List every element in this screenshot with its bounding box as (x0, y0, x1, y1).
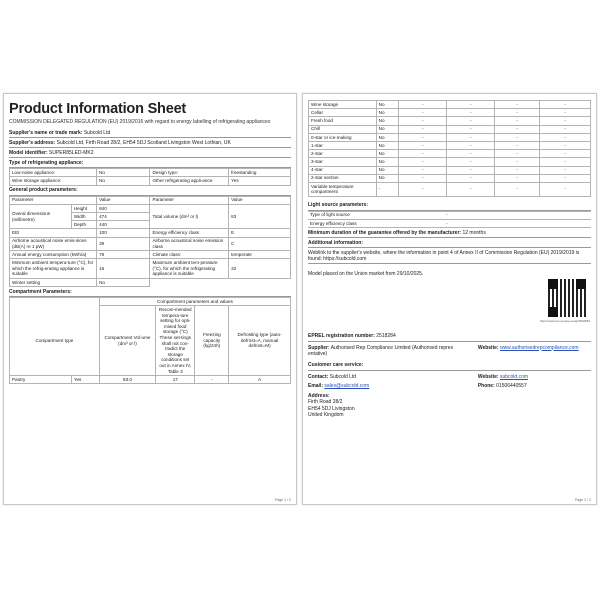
supplier-row: Supplier: Authorised Rep Compliance Limited (Authorised repres entative) Website: www.authorisedrepcompliance.com (308, 344, 579, 358)
qr-code-icon[interactable] (548, 279, 586, 317)
compartment-section-heading: Compartment Parameters: (9, 287, 291, 297)
additional-section-heading: Additional information: (308, 238, 591, 248)
table-row: 2-star No - - - - (309, 150, 591, 158)
table-row: Fresh food No - - - - (309, 117, 591, 125)
model-identifier-line: Model identifier: SUPER85LED-MK2 (9, 148, 291, 158)
table-row: Chill No - - - - (309, 125, 591, 133)
eprel-line: EPREL registration number: 2518284 (308, 332, 591, 342)
general-section-heading: General product parameters: (9, 186, 291, 196)
customer-section-heading: Customer care service: (308, 361, 591, 371)
email-link[interactable]: sales@subcold.com (324, 383, 370, 390)
address-block: Address: Firth Road 28/2 EH54 5DJ Livingston United Kingdom (308, 392, 355, 419)
guarantee-line: Minimum duration of the guarantee offered by the manufacturer: 12 months (308, 228, 591, 238)
supplier-address-line: Supplier's address: Subcold Ltd, Firth Road 28/2, EH54 5DJ Scotland Livingston West Lothian, UK (9, 138, 291, 148)
weblink-line: Weblink to the supplier's website, where the information in point 4 of Annex II of Commission Regulation (EU) 2019/2019 is found: https://subcold.com (308, 248, 591, 264)
appliance-type-table: Low-noise appliance: No Design type: freestanding Wine storage appliance: No Other refrigerating appli-ance: Yes (9, 168, 291, 185)
light-source-table: Type of light source - Energy efficiency class - (308, 211, 591, 228)
table-row: 3-star No - - - - (309, 158, 591, 166)
regulation-text: COMMISSION DELEGATED REGULATION (EU) 2019/2016 with regard to energy labelling of refrigerating appliances (9, 119, 271, 125)
table-row: 4-star No - - - - (309, 166, 591, 174)
table-row: Cellar No - - - - (309, 109, 591, 117)
page-2 (302, 93, 597, 505)
general-parameters-table: Parameter Value Parameter Value Overal dimensions (millimetre) Height 840 Total volume (dm³ or l) 83 Width 474 Depth 440 EEI 100 Energy efficiency class E Airborne acoustical noise emis-sions (dB(A) re 1 pW) 39 Airborne acoustical noise emission class C Annual energy consumption (kWh/a) 78 Climate class: temperate Minimum ambient tempera-ture (°C), for which the refrig-erating appliance is suitable 16 Maximum ambient tem-perature (°C), for which the refrigerating appliance is suitable 32 Winter setting No (9, 196, 291, 287)
placed-on-market: Model placed on the Union market from 29/10/2025. (308, 271, 424, 278)
table-row: 0-star or ice-making No - - - - (309, 133, 591, 141)
table-row: Variable temperature compartment - - - - - (309, 182, 591, 196)
page-title: Product Information Sheet (9, 101, 187, 117)
page-number: Page 1 / 2 (275, 498, 291, 502)
table-row: Pantry Yes 83.0 17 - A (10, 375, 291, 383)
compartment-continuation-table (308, 100, 591, 197)
compartment-table: Compartment parameters and values Compartment type Compartment Vol-ume (dm³ or l) Recom-mended tempera-ture setting for opti-mised food storage (°C) These set-tings shall not con-tradict the storage conditions set out in Annex IV, Table 3 Freezing capacity (kg/24h) Defrosting type (auto-defrost=A, manual defrost=M) Pantry Yes 83.0 17 - A (9, 297, 291, 384)
page-1 (3, 93, 297, 505)
email-row: Email: sales@subcold.com Phone: 01506440557 (308, 383, 527, 390)
table-row: Wine storage No - - - - (309, 101, 591, 109)
page-number: Page 2 / 2 (575, 498, 591, 502)
customer-website-link[interactable]: subcold.com (499, 373, 529, 380)
table-row: 2-star section No - - - - (309, 174, 591, 182)
contact-row: Contact: Subcold Ltd Website: subcold.com (308, 373, 529, 380)
supplier-name-line: Supplier's name or trade mark: Subcold Ltd (9, 128, 291, 138)
website-link[interactable]: www.authorisedrepcompliance.com (499, 344, 579, 351)
table-row: 1-star No - - - - (309, 141, 591, 149)
light-section-heading: Light source parameters: (308, 201, 591, 211)
type-section-heading: Type of refrigerating appliance: (9, 158, 291, 168)
qr-caption: https://eprel.ec.europa.eu/qr/2518284 (539, 319, 590, 323)
